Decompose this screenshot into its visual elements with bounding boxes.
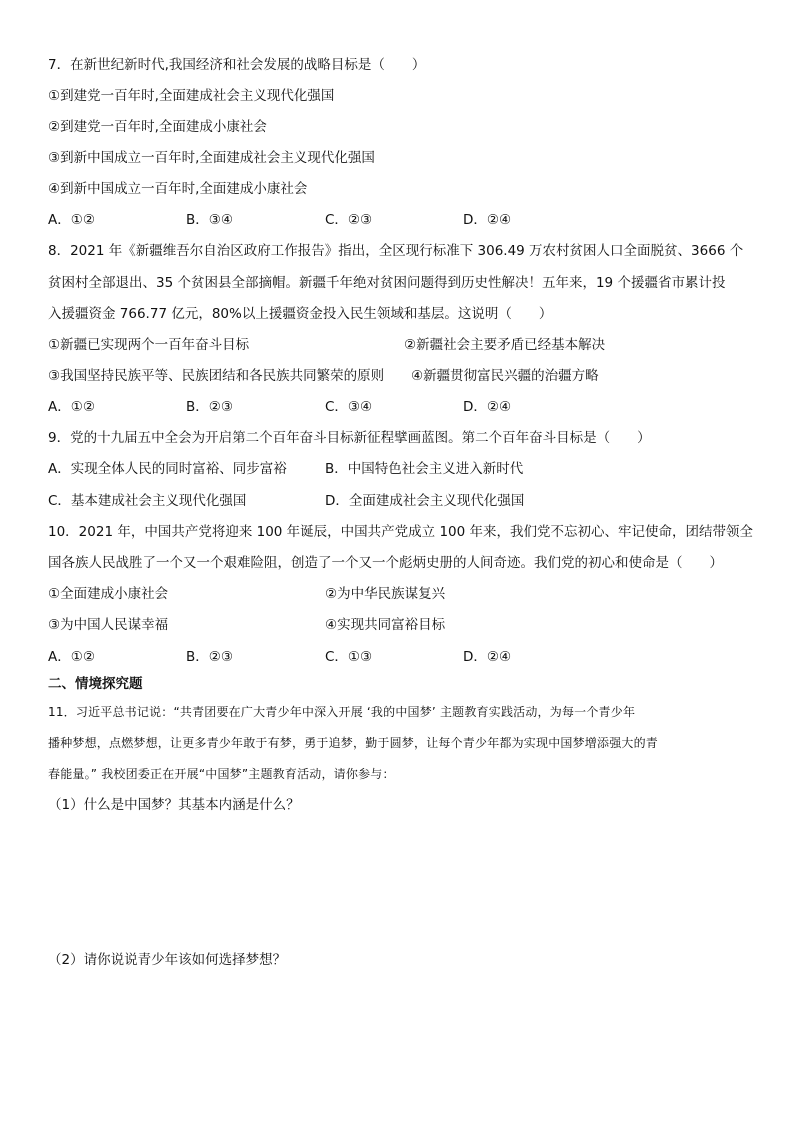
q7-option-d: D．②④ <box>463 212 512 228</box>
q10-option-a: A．①② <box>48 649 95 665</box>
q10-stem-line-2: 国各族人民战胜了一个又一个艰难险阻，创造了一个又一个彪炳史册的人间奇迹。我们党的初心和使命是（ ） <box>48 555 723 571</box>
q10-item-2: ②为中华民族谋复兴 <box>325 586 446 602</box>
q7-item-4: ④到新中国成立一百年时,全面建成小康社会 <box>48 181 308 197</box>
q8-option-a: A．①② <box>48 399 95 415</box>
q8-item-4: ④新疆贯彻富民兴疆的治疆方略 <box>411 368 599 384</box>
q8-option-b: B．②③ <box>186 399 233 415</box>
q7-stem: 7．在新世纪新时代,我国经济和社会发展的战略目标是（ ） <box>48 57 426 73</box>
q8-item-3: ③我国坚持民族平等、民族团结和各民族共同繁荣的原则 <box>48 368 385 384</box>
q10-option-d: D．②④ <box>463 649 512 665</box>
q11-sub-question-1: （1）什么是中国梦？其基本内涵是什么？ <box>48 797 300 813</box>
q9-option-b: B．中国特色社会主义进入新时代 <box>325 461 524 477</box>
q11-stem-line-3: 春能量。” 我校团委正在开展“中国梦”主题教育活动，请你参与： <box>48 767 395 781</box>
q11-stem-line-1: 11．习近平总书记说：“共青团要在广大青少年中深入开展 ‘我的中国梦’ 主题教育实践活动，为每一个青少年 <box>48 705 636 719</box>
q8-stem-line-1: 8．2021 年《新疆维吾尔自治区政府工作报告》指出，全区现行标准下 306.49 万农村贫困人口全面脱贫、3666 个 <box>48 243 744 259</box>
q11-sub-question-2: （2）请你说说青少年该如何选择梦想？ <box>48 952 287 968</box>
q11-stem-line-2: 播种梦想，点燃梦想，让更多青少年敢于有梦，勇于追梦，勤于圆梦，让每个青少年都为实现中国梦增添强大的青 <box>48 736 659 750</box>
q8-item-2: ②新疆社会主要矛盾已经基本解决 <box>404 337 606 353</box>
q8-item-1: ①新疆已实现两个一百年奋斗目标 <box>48 337 250 353</box>
q9-option-d: D．全面建成社会主义现代化强国 <box>325 493 525 509</box>
q7-item-3: ③到新中国成立一百年时,全面建成社会主义现代化强国 <box>48 150 375 166</box>
q10-option-b: B．②③ <box>186 649 233 665</box>
q10-item-4: ④实现共同富裕目标 <box>325 617 446 633</box>
q7-item-2: ②到建党一百年时,全面建成小康社会 <box>48 119 267 135</box>
q7-option-a: A．①② <box>48 212 95 228</box>
q10-option-c: C．①③ <box>325 649 373 665</box>
q10-item-3: ③为中国人民谋幸福 <box>48 617 169 633</box>
q10-item-1: ①全面建成小康社会 <box>48 586 169 602</box>
q9-option-c: C．基本建成社会主义现代化强国 <box>48 493 247 509</box>
section-heading: 二、情境探究题 <box>48 676 143 692</box>
q8-option-c: C．③④ <box>325 399 373 415</box>
q8-stem-line-2: 贫困村全部退出、35 个贫困县全部摘帽。新疆千年绝对贫困问题得到历史性解决！五年来，19 个援疆省市累计投 <box>48 275 726 291</box>
q7-item-1: ①到建党一百年时,全面建成社会主义现代化强国 <box>48 88 335 104</box>
q8-stem-line-3: 入援疆资金 766.77 亿元，80%以上援疆资金投入民生领域和基层。这说明（ ） <box>48 306 553 322</box>
q9-option-a: A．实现全体人民的同时富裕、同步富裕 <box>48 461 287 477</box>
q7-option-c: C．②③ <box>325 212 373 228</box>
q10-stem-line-1: 10．2021 年，中国共产党将迎来 100 年诞辰，中国共产党成立 100 年来，我们党不忘初心、牢记使命，团结带领全 <box>48 524 754 540</box>
q9-stem: 9．党的十九届五中全会为开启第二个百年奋斗目标新征程擘画蓝图。第二个百年奋斗目标是（ ） <box>48 430 651 446</box>
q7-option-b: B．③④ <box>186 212 233 228</box>
q8-option-d: D．②④ <box>463 399 512 415</box>
